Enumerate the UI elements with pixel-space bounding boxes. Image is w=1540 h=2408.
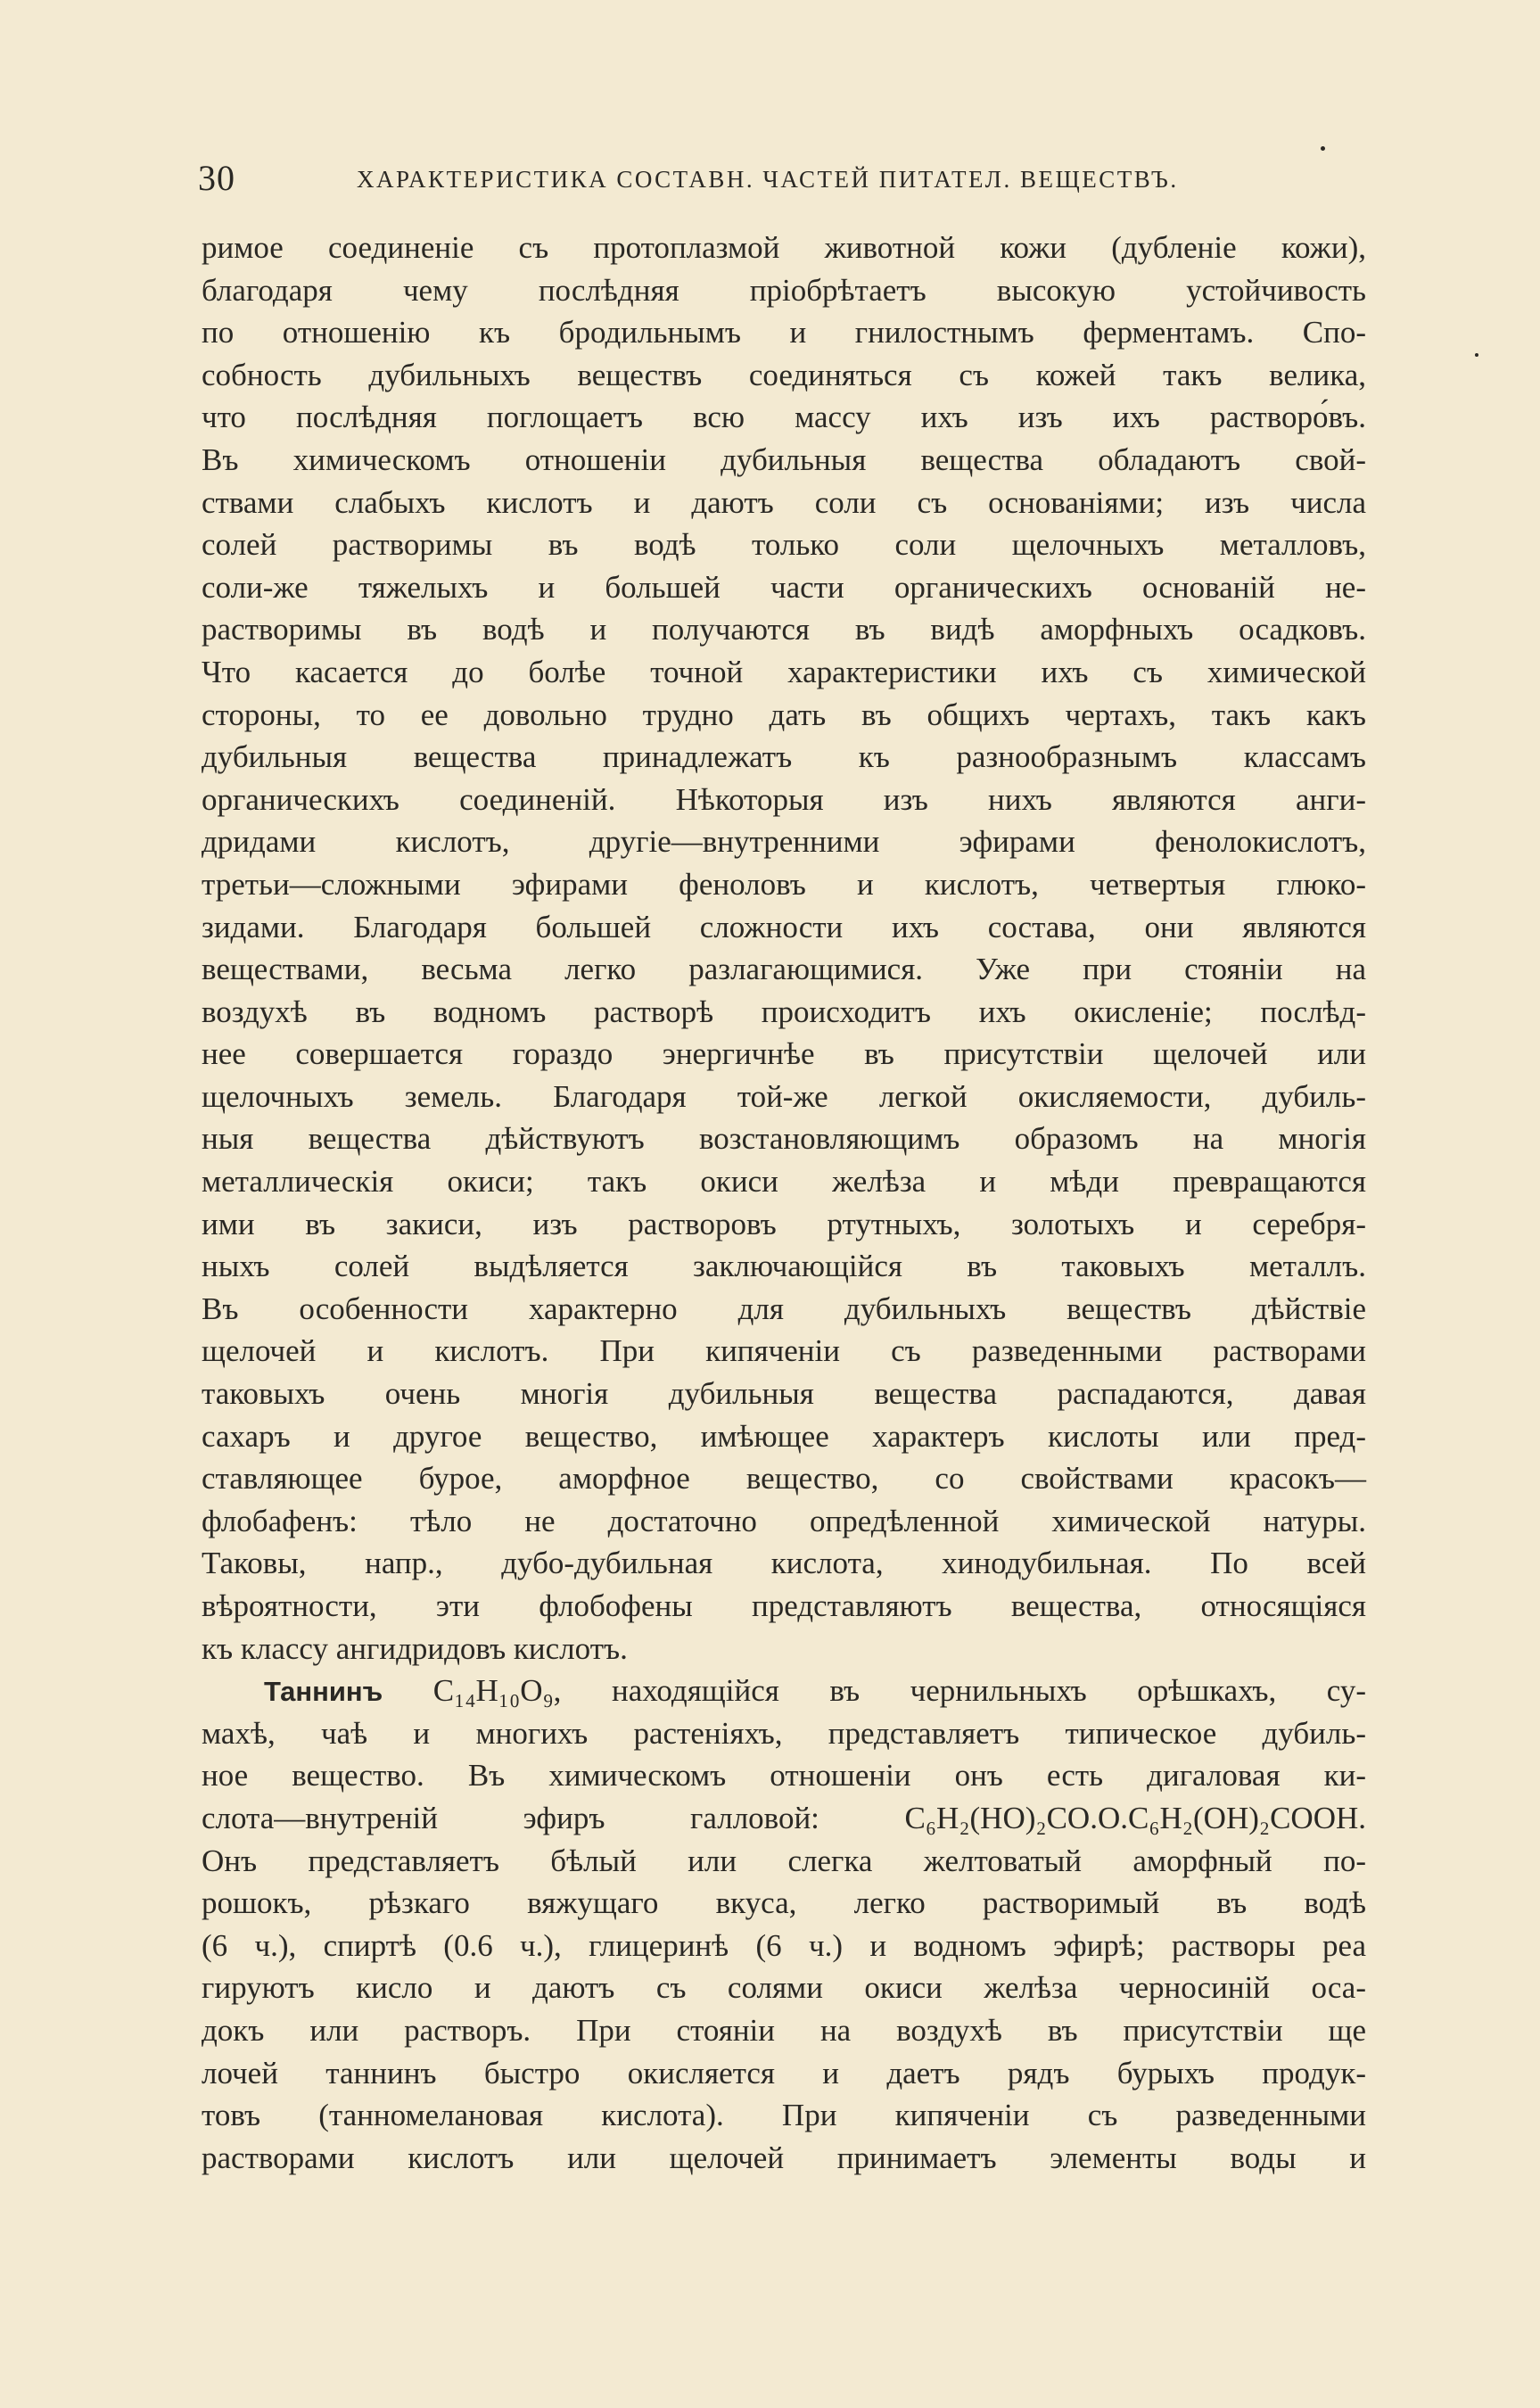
- text-line: ныхъ солей выдѣляется заключающiйся въ таковыхъ металлъ.: [202, 1249, 1366, 1284]
- text-line: растворимы въ водѣ и получаются въ видѣ аморфныхъ осадковъ.: [202, 612, 1366, 647]
- text-line: зидами. Благодаря большей сложности ихъ состава, они являются: [202, 909, 1366, 944]
- text-line: металлическiя окиси; такъ окиси желѣза и мѣди превращаются: [202, 1164, 1366, 1200]
- ink-speck: [1321, 146, 1325, 151]
- text-line: нее совершается гораздо энергичнѣе въ присутствiи щелочей или: [202, 1036, 1366, 1072]
- text-line: воздухѣ въ водномъ растворѣ происходитъ ихъ окисленiе; послѣд-: [202, 994, 1366, 1029]
- body-text: [202, 227, 1366, 2179]
- text-line: рошокъ, рѣзкаго вяжущаго вкуса, легко растворимый въ водѣ: [202, 1885, 1366, 1921]
- text-line: стороны, то ее довольно трудно дать въ общихъ чертахъ, такъ какъ: [202, 697, 1366, 732]
- paragraph-1: [202, 227, 1366, 1670]
- text-line: ими въ закиси, изъ растворовъ ртутныхъ, золотыхъ и серебря-: [202, 1206, 1366, 1241]
- text-line: по отношенiю къ бродильнымъ и гнилостнымъ ферментамъ. Спо-: [202, 315, 1366, 350]
- text-line: Въ химическомъ отношенiи дубильныя вещества обладаютъ свой-: [202, 441, 1366, 477]
- text-line: флобафенъ: тѣло не достаточно опредѣленной химической натуры.: [202, 1503, 1366, 1538]
- text-line: ствами слабыхъ кислотъ и даютъ соли съ основанiями; изъ числа: [202, 484, 1366, 520]
- text-line: растворами кислотъ или щелочей принимаетъ элементы воды и: [202, 2140, 1366, 2175]
- text-line: товъ (танномелановая кислота). При кипяченiи съ разведенными: [202, 2098, 1366, 2133]
- text-line: римое соединенiе съ протоплазмой животной кожи (дубленiе кожи),: [202, 230, 1366, 265]
- text-line: гируютъ кисло и даютъ съ солями окиси желѣза черносинiй оса-: [202, 1970, 1366, 2006]
- text-line: щелочей и кислотъ. При кипяченiи съ разведенными растворами: [202, 1333, 1366, 1369]
- text-line: Онъ представляетъ бѣлый или слегка желтоватый аморфный по-: [202, 1843, 1366, 1878]
- paragraph-2: [202, 1670, 1366, 2179]
- text-line: благодаря чему послѣдняя прiобрѣтаетъ высокую устойчивость: [202, 272, 1366, 308]
- text-line: таковыхъ очень многiя дубильныя вещества распадаются, давая: [202, 1376, 1366, 1412]
- text-line: (6 ч.), спиртѣ (0.6 ч.), глицеринѣ (6 ч.) и водномъ эфирѣ; растворы реа: [202, 1927, 1366, 1963]
- text-line: вѣроятности, эти флобофены представляютъ вещества, относящiяся: [202, 1588, 1366, 1623]
- text-line: соли-же тяжелыхъ и большей части органическихъ основанiй не-: [202, 569, 1366, 605]
- text-line: органическихъ соединенiй. Нѣкоторыя изъ нихъ являются анги-: [202, 781, 1366, 817]
- text-line: ставляющее бурое, аморфное вещество, со свойствами красокъ—: [202, 1461, 1366, 1497]
- text-span: C₁₄H₁₀O₉, находящiйся въ чернильныхъ орѣшкахъ, су-: [383, 1673, 1366, 1709]
- text-line: Таковы, напр., дубо-дубильная кислота, хинодубильная. По всей: [202, 1546, 1366, 1581]
- tannin-term: Таннинъ: [264, 1676, 383, 1708]
- text-line: сахаръ и другое вещество, имѣющее характеръ кислоты или пред-: [202, 1418, 1366, 1454]
- page-number: 30: [198, 158, 235, 198]
- text-line: слота—внутренiй эфиръ галловой: C₆H₂(HO)₂CO.O.C₆H₂(OH)₂COOH.: [202, 1800, 1366, 1835]
- text-line: третьи—сложными эфирами феноловъ и кислотъ, четвертыя глюко-: [202, 866, 1366, 902]
- text-line: веществами, весьма легко разлагающимися. Уже при стоянiи на: [202, 952, 1366, 987]
- running-head: ХАРАКТЕРИСТИКА СОСТАВН. ЧАСТЕЙ ПИТАТЕЛ. ВЕЩЕСТВЪ.: [357, 166, 1179, 193]
- text-line: Въ особенности характерно для дубильныхъ веществъ дѣйствiе: [202, 1291, 1366, 1326]
- text-line: собность дубильныхъ веществъ соединяться съ кожей такъ велика,: [202, 357, 1366, 392]
- text-line: щелочныхъ земель. Благодаря той-же легкой окисляемости, дубиль-: [202, 1078, 1366, 1114]
- text-line: что послѣдняя поглощаетъ всю массу ихъ изъ ихъ растворо́въ.: [202, 400, 1366, 435]
- text-line: дубильныя вещества принадлежатъ къ разнообразнымъ классамъ: [202, 739, 1366, 775]
- text-line: Что касается до болѣе точной характеристики ихъ съ химической: [202, 654, 1366, 689]
- text-line: къ классу ангидридовъ кислотъ.: [202, 1630, 628, 1666]
- text-line: лочей таннинъ быстро окисляется и даетъ рядъ бурыхъ продук-: [202, 2055, 1366, 2091]
- text-line: махѣ, чаѣ и многихъ растенiяхъ, представляетъ типическое дубиль-: [202, 1715, 1366, 1751]
- text-line: ное вещество. Въ химическомъ отношенiи онъ есть дигаловая ки-: [202, 1758, 1366, 1794]
- text-line: дридами кислотъ, другiе—внутренними эфирами фенолокислотъ,: [202, 824, 1366, 860]
- text-line: ныя вещества дѣйствуютъ возстановляющимъ образомъ на многiя: [202, 1121, 1366, 1157]
- text-line: солей растворимы въ водѣ только соли щелочныхъ металловъ,: [202, 527, 1366, 563]
- text-line: докъ или растворъ. При стоянiи на воздухѣ въ присутствiи ще: [202, 2012, 1366, 2048]
- text-line: [202, 1670, 1366, 1712]
- ink-speck: [1475, 353, 1478, 357]
